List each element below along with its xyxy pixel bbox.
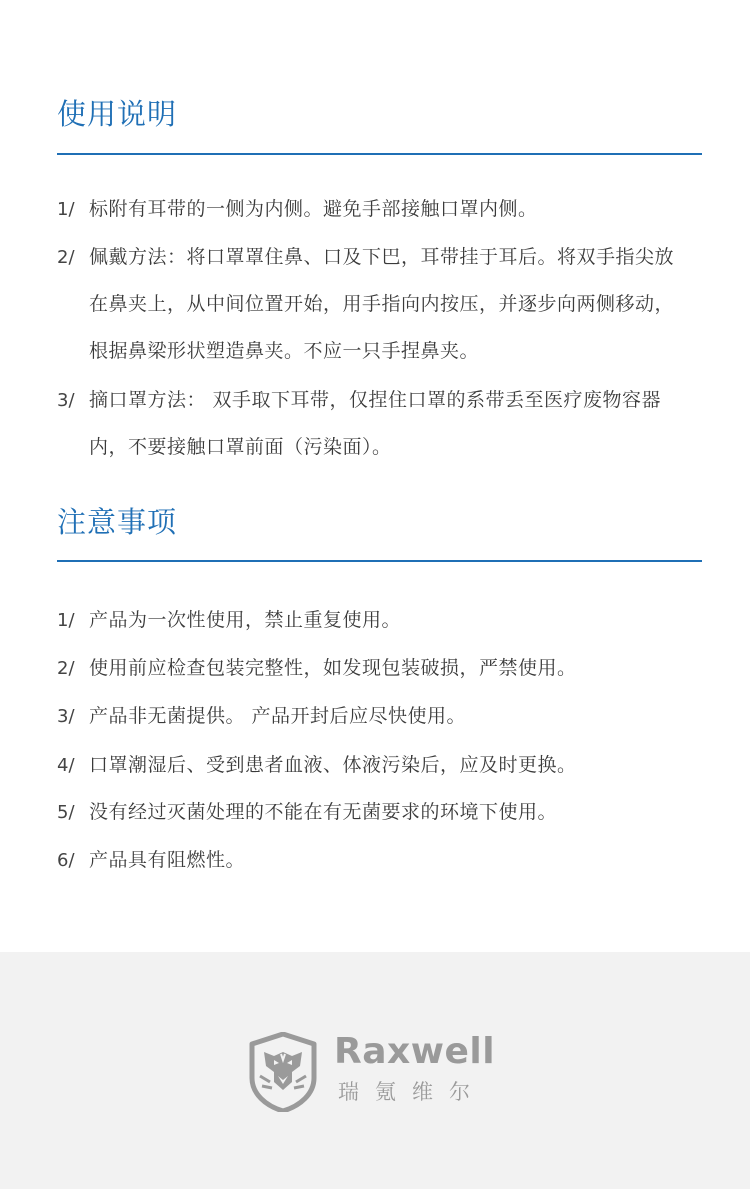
list-item [57,645,702,692]
brand-name-en: Raxwell [334,1031,496,1072]
usage-title: 使用说明 [57,97,178,131]
item-number: 6/ [57,850,75,871]
item-text: 没有经过灭菌处理的不能在有无菌要求的环境下使用。 [89,801,558,823]
item-number: 2/ [57,247,75,268]
footer [0,952,750,1189]
item-number: 3/ [57,706,75,727]
list-item [57,377,702,471]
item-number: 5/ [57,802,75,823]
list-item [57,597,702,644]
list-item [57,186,702,233]
item-number: 1/ [57,610,75,631]
item-number: 4/ [57,755,75,776]
brand-name-cn: 瑞氪维尔 [338,1080,486,1104]
item-text: 佩戴方法：将口罩罩住鼻、口及下巴，耳带挂于耳后。将双手指尖放在鼻夹上，从中间位置开始，用手指向内按压，并逐步向两侧移动，根据鼻梁形状塑造鼻夹。不应一只手捏鼻夹。 [89,246,675,362]
notice-section [57,505,702,871]
usage-divider [57,153,702,155]
usage-section [57,97,702,458]
item-number: 3/ [57,390,75,411]
item-text: 标附有耳带的一侧为内侧。避免手部接触口罩内侧。 [89,198,538,220]
list-item [57,234,702,375]
list-item [57,837,702,884]
list-item [57,742,702,789]
item-text: 口罩潮湿后、受到患者血液、体液污染后，应及时更换。 [89,754,577,776]
brand-logo [248,1032,508,1112]
list-item [57,789,702,836]
notice-divider [57,560,702,562]
item-text: 产品非无菌提供。 产品开封后应尽快使用。 [89,705,467,727]
item-text: 使用前应检查包装完整性，如发现包装破损，严禁使用。 [89,657,577,679]
item-text: 产品具有阻燃性。 [89,849,246,871]
item-number: 1/ [57,199,75,220]
list-item [57,693,702,740]
tiger-shield-icon [248,1032,318,1112]
notice-title: 注意事项 [57,505,178,539]
item-text: 摘口罩方法： 双手取下耳带，仅捏住口罩的系带丢至医疗废物容器内，不要接触口罩前面（污染面）。 [89,389,662,458]
item-number: 2/ [57,658,75,679]
item-text: 产品为一次性使用，禁止重复使用。 [89,609,402,631]
